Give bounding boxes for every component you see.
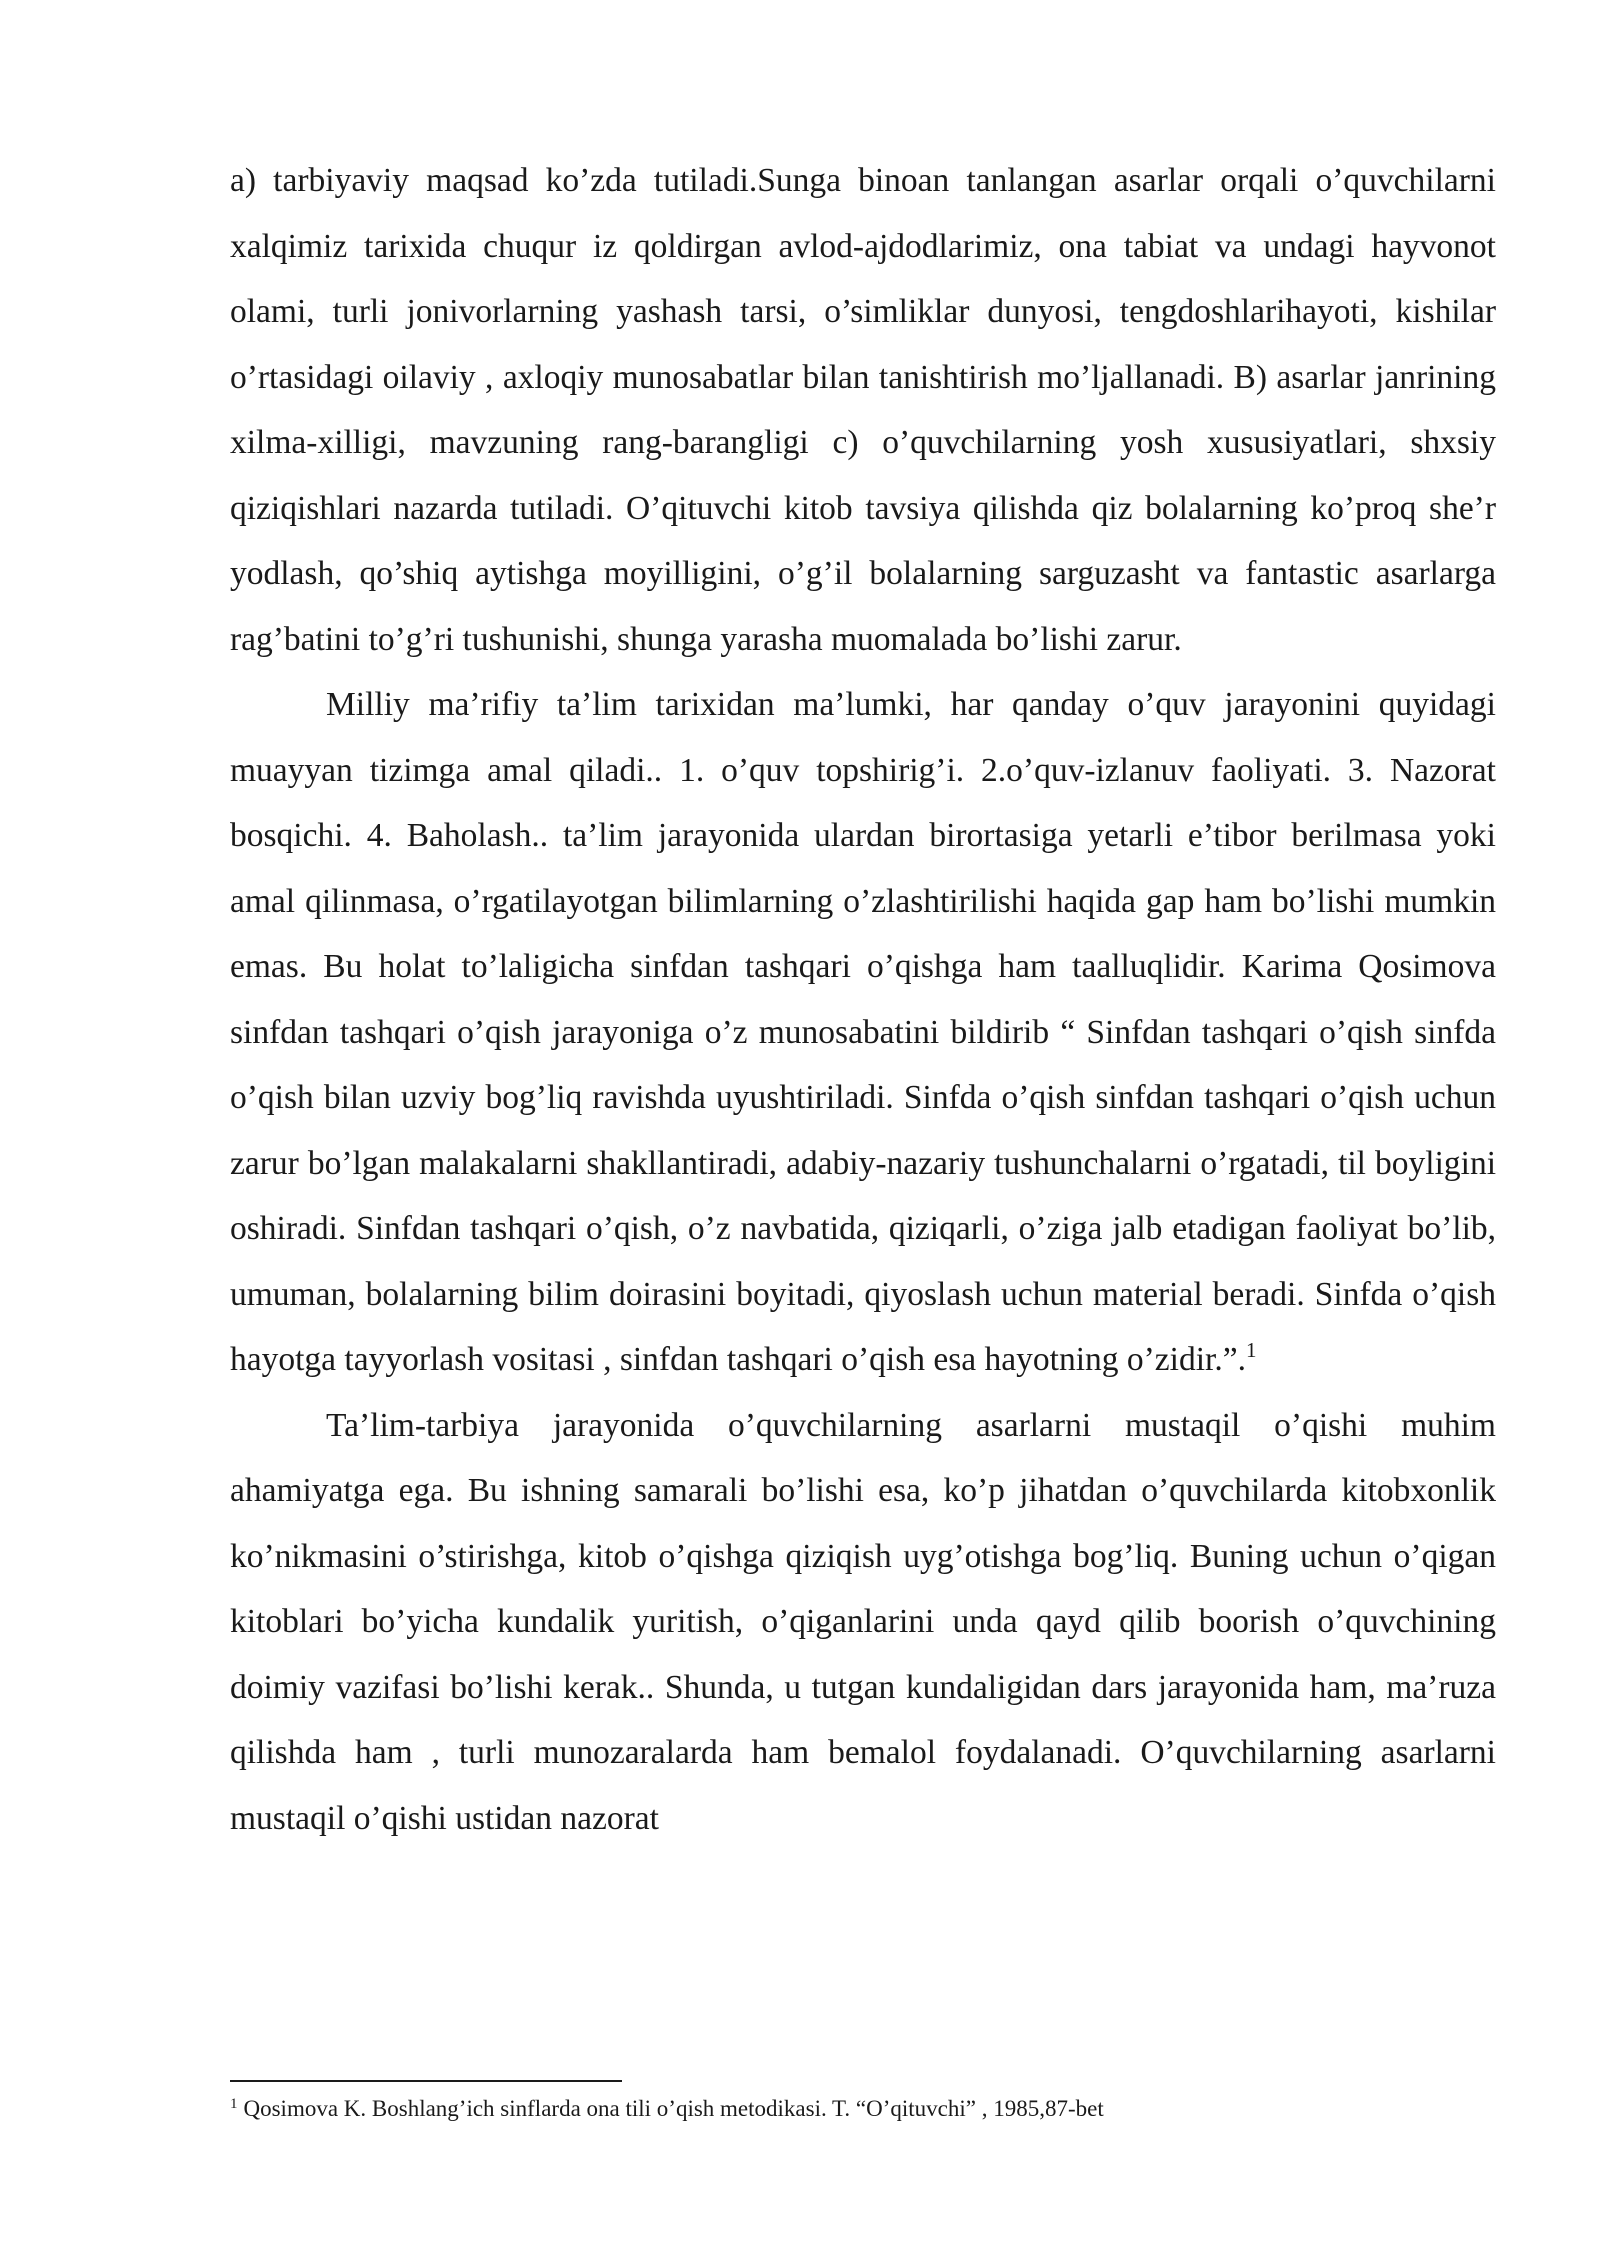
paragraph-3-text: Ta’lim-tarbiya jarayonida o’quvchilarning asarlarni mustaqil o’qishi muhim ahamiyatga ega. Bu ishning samarali bo’lishi esa, ko’p jihatdan o’quvchilarda kitobxonlik ko’nikmasini o’stirishga, kitob o’qishga qiziqish uyg’otishga bog’liq. Buning uchun o’qigan kitoblari bo’yicha kundalik yuritish, o’qiganlarini unda qayd qilib boorish o’quvchining doimiy vazifasi bo’lishi kerak.. Shunda, u tutgan kundaligidan dars jarayonida ham, ma’ruza qilishda ham , turli munozaralarda ham bemalol foydalanadi. O’quvchilarning asarlarni mustaqil o’qishi ustidan nazorat — [230, 1406, 1496, 1837]
paragraph-2-text: Milliy ma’rifiy ta’lim tarixidan ma’lumki, har qanday o’quv jarayonini quyidagi muayyan tizimga amal qiladi.. 1. o’quv topshirig’i. 2.o’quv-izlanuv faoliyati. 3. Nazorat bosqichi. 4. Baholash.. ta’lim jarayonida ulardan birortasiga yetarli e’tibor berilmasa yoki amal qilinmasa, o’rgatilayotgan bilimlarning o’zlashtirilishi haqida gap ham bo’lishi mumkin emas. Bu holat to’laligicha sinfdan tashqari o’qishga ham taalluqlidir. Karima Qosimova sinfdan tashqari o’qish jarayoniga o’z munosabatini bildirib “ Sinfdan tashqari o’qish sinfda o’qish bilan uzviy bog’liq ravishda uyushtiriladi. Sinfda o’qish sinfdan tashqari o’qish uchun zarur bo’lgan malakalarni shakllantiradi, adabiy-nazariy tushunchalarni o’rgatadi, til boyligini oshiradi. Sinfdan tashqari o’qish, o’z navbatida, qiziqarli, o’ziga jalb etadigan faoliyat bo’lib, umuman, bolalarning bilim doirasini boyitadi, qiyoslash uchun material beradi. Sinfda o’qish hayotga tayyorlash vositasi , sinfdan tashqari o’qish esa hayotning o’zidir.”. — [230, 686, 1496, 1378]
footnote-number: 1 — [230, 2096, 238, 2112]
footnote-text: Qosimova K. Boshlang’ich sinflarda ona tili o’qish metodikasi. T. “O’qituvchi” , 1985,87-bet — [243, 2096, 1104, 2121]
paragraph-3 — [230, 1393, 1496, 1852]
footnote-reference[interactable]: 1 — [1245, 1338, 1257, 1362]
paragraph-2 — [230, 672, 1496, 1393]
paragraph-1 — [230, 148, 1496, 672]
paragraph-1-text: a) tarbiyaviy maqsad ko’zda tutiladi.Sunga binoan tanlangan asarlar orqali o’quvchilarni xalqimiz tarixida chuqur iz qoldirgan avlod-ajdodlarimiz, ona tabiat va undagi hayvonot olami, turli jonivorlarning yashash tarsi, o’simliklar dunyosi, tengdoshlarihayoti, kishilar o’rtasidagi oilaviy , axloqiy munosabatlar bilan tanishtirish mo’ljallanadi. B) asarlar janrining xilma-xilligi, mavzuning rang-barangligi c) o’quvchilarning yosh xususiyatlari, shxsiy qiziqishlari nazarda tutiladi. O’qituvchi kitob tavsiya qilishda qiz bolalarning ko’proq she’r yodlash, qo’shiq aytishga moyilligini, o’g’il bolalarning sarguzasht va fantastic asarlarga rag’batini to’g’ri tushunishi, shunga yarasha muomalada bo’lishi zarur. — [230, 162, 1496, 658]
footnote — [230, 2094, 1496, 2124]
document-body — [230, 148, 1496, 1851]
footnote-separator — [230, 2080, 622, 2082]
